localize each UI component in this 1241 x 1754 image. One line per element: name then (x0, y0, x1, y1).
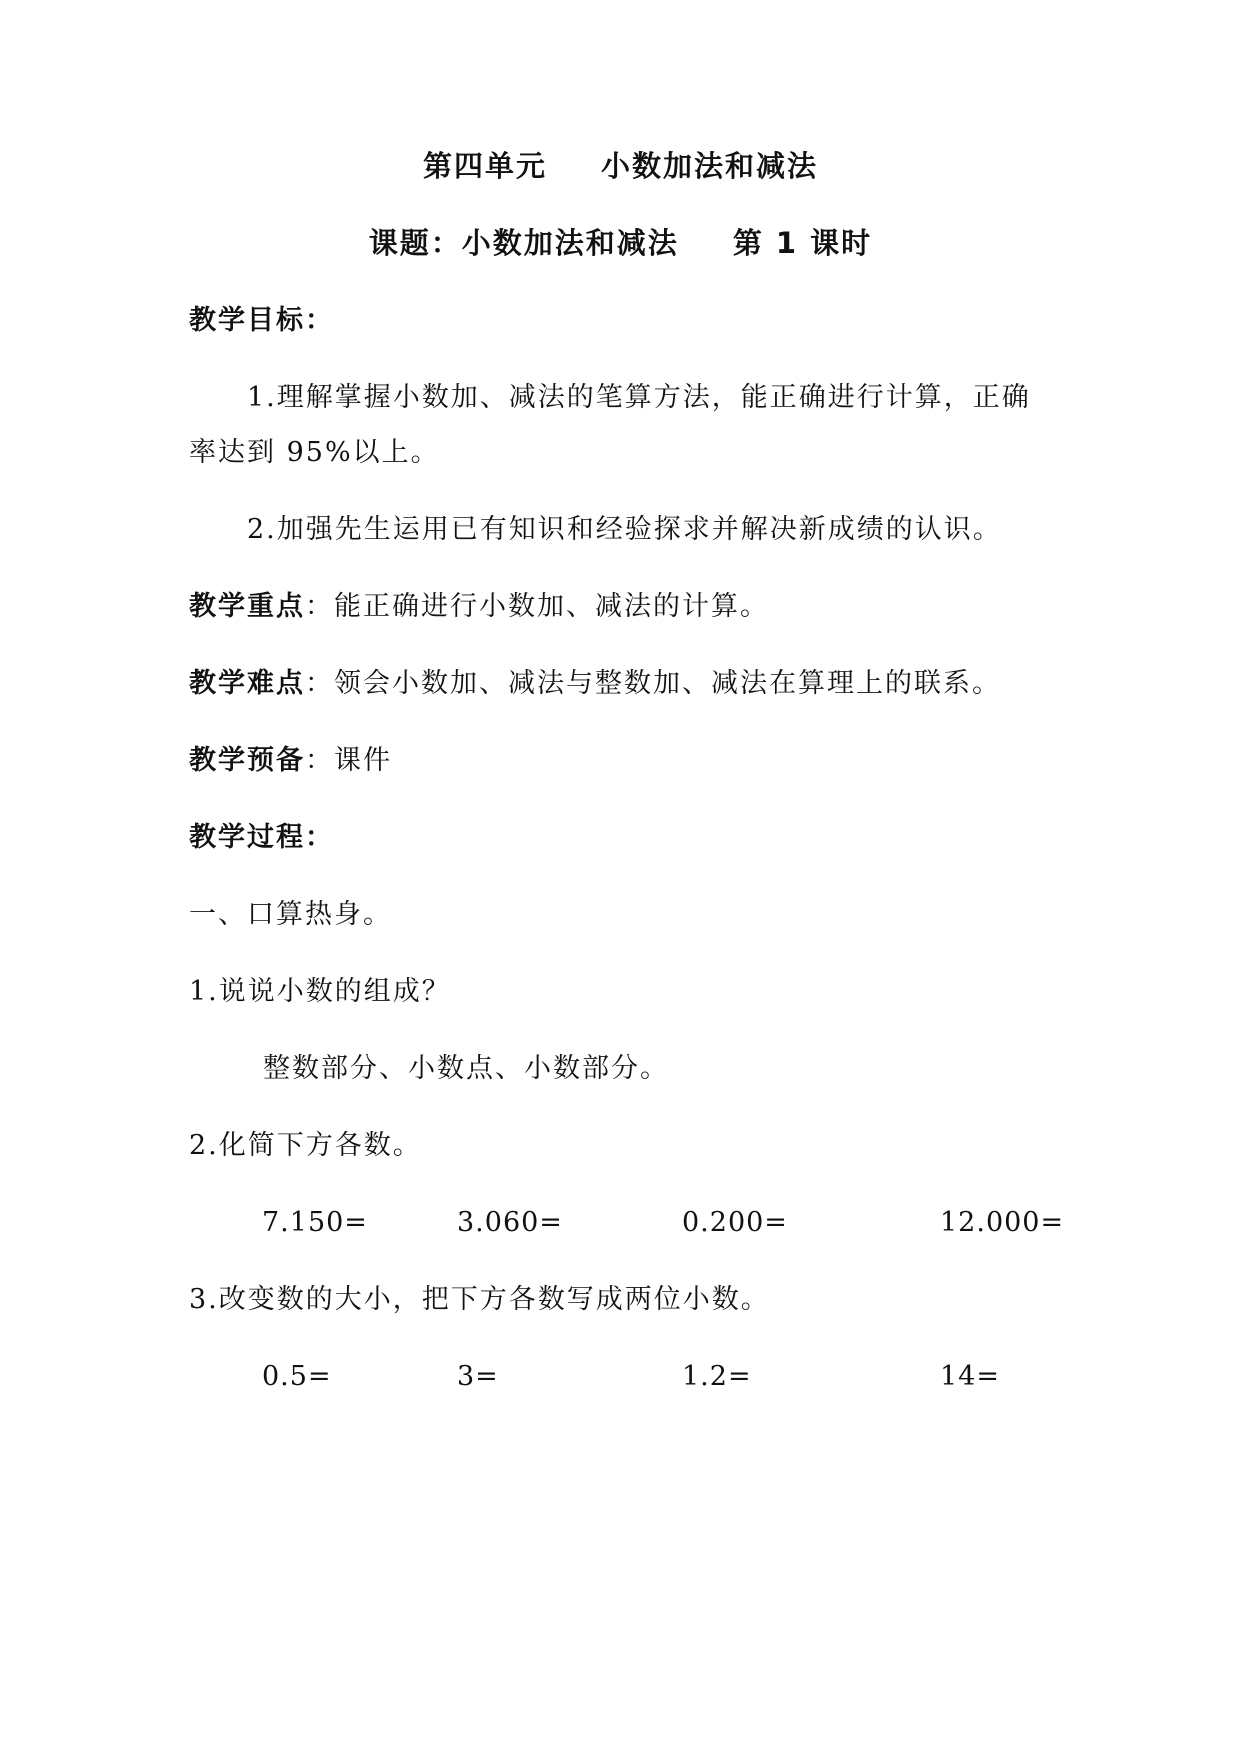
objective-2: 2.加强先生运用已有知识和经验探求并解决新成绩的认识。 (247, 514, 1002, 545)
q3-item-4: 14= (940, 1361, 1000, 1392)
question-3: 3.改变数的大小，把下方各数写成两位小数。 (189, 1284, 770, 1315)
unit-name: 小数加法和减法 (601, 149, 819, 183)
difficulty-text: ：领会小数加、减法与整数加、减法在算理上的联系。 (305, 668, 1001, 699)
lesson-topic: 课题：小数加法和减法 (368, 226, 679, 260)
difficulty-label: 教学难点 (189, 668, 305, 699)
difficulty-line (189, 666, 1059, 702)
q2-item-4: 12.000= (940, 1207, 1065, 1238)
preparation-label: 教学预备 (189, 745, 305, 776)
q2-item-2: 3.060= (457, 1207, 563, 1238)
section-1-heading: 一、口算热身。 (189, 899, 392, 930)
answer-1: 整数部分、小数点、小数部分。 (263, 1053, 669, 1084)
key-point-label: 教学重点 (189, 591, 305, 622)
q3-item-1: 0.5= (262, 1361, 332, 1392)
key-point-line (189, 589, 1059, 625)
objective-1-line-2: 率达到 95%以上。 (189, 437, 440, 468)
q3-item-3: 1.2= (682, 1361, 752, 1392)
unit-title-line (0, 148, 1241, 184)
process-heading: 教学过程： (189, 822, 334, 853)
lesson-period: 第 1 课时 (732, 226, 873, 260)
q2-item-3: 0.200= (682, 1207, 788, 1238)
key-point-text: ：能正确进行小数加、减法的计算。 (305, 591, 769, 622)
objectives-heading: 教学目标： (189, 305, 334, 336)
question-1: 1.说说小数的组成？ (189, 976, 451, 1007)
objective-1-line-1: 1.理解掌握小数加、减法的笔算方法，能正确进行计算，正确 (247, 382, 1031, 413)
q2-item-1: 7.150= (262, 1207, 368, 1238)
q3-item-2: 3= (457, 1361, 499, 1392)
question-2: 2.化简下方各数。 (189, 1130, 422, 1161)
unit-number: 第四单元 (422, 149, 547, 183)
lesson-title-line (0, 225, 1241, 261)
preparation-line (189, 743, 1059, 779)
preparation-text: ：课件 (305, 745, 392, 776)
